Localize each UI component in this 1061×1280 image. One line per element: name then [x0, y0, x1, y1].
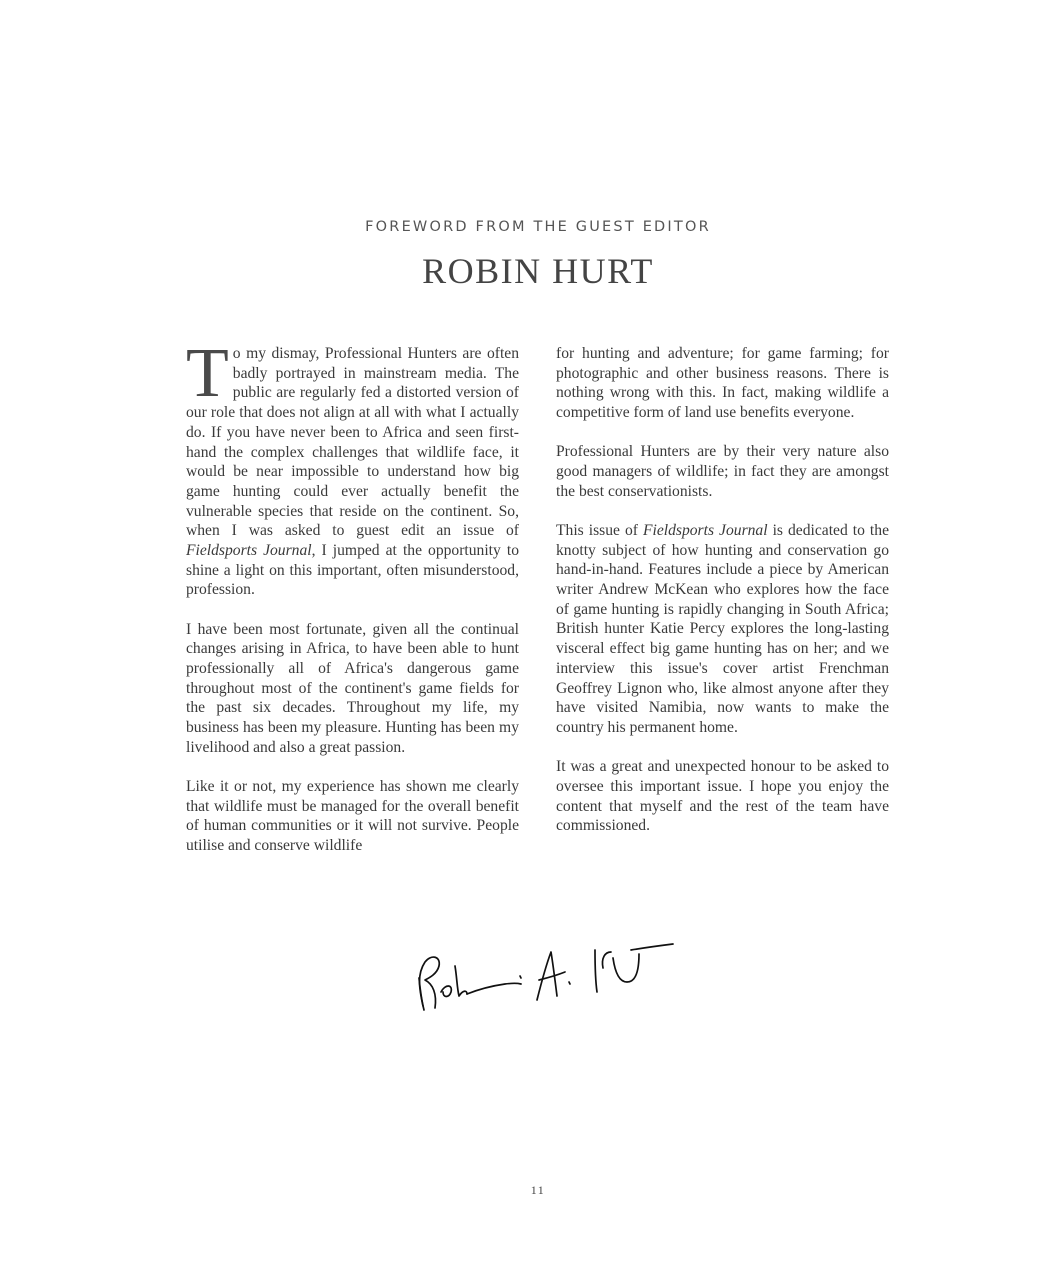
right-paragraph-1: for hunting and adventure; for game farming; for photographic and other business reasons. There is nothing wrong with this. In fact, making wildlife a competitive form of land use benefits everyone. — [556, 345, 889, 422]
right-column — [556, 344, 889, 836]
left-paragraph-2: I have been most fortunate, given all the continual changes arising in Africa, to have been able to hunt professionally all of Africa's dangerous game throughout most of the continent's game fields for the past six decades. Throughout my life, my business has been my pleasure. Hunting has been my livelihood and also a great passion. — [186, 620, 519, 756]
handwritten-signature — [405, 928, 685, 1028]
page-title: ROBIN HURT — [422, 251, 654, 291]
right-paragraph-4: It was a great and unexpected honour to be asked to oversee this important issue. I hope you enjoy the content that myself and the rest of the team have commissioned. — [556, 758, 889, 835]
left-paragraph-1 — [186, 335, 519, 600]
publication-title: Fieldsports Journal — [186, 542, 312, 560]
left-paragraph-1-text-b: , I jumped at the opportunity to shine a light on this important, often misunderstood, profession. — [186, 542, 519, 599]
right-paragraph-3 — [556, 521, 889, 738]
left-column — [186, 335, 519, 856]
left-paragraph-1-text-a: o my dismay, Professional Hunters are often badly portrayed in mainstream media. The public are regularly fed a distorted version of our role that does not align at all with what I actually do. If you have never been to Africa and seen first-hand the complex challenges that wildlife face, it would be near impossible to understand how big game hunting could ever actually benefit the vulnerable species that reside on the continent. So, when I was asked to guest edit an issue of — [186, 345, 519, 540]
right-paragraph-3-text-b: is dedicated to the knotty subject of how hunting and conservation go hand-in-hand. Features include a piece by American writer Andrew McKean who explores how the face of game hunting is rapidly changing in South Africa; British hunter Katie Percy explores the long-lasting visceral effect big game hunting has on her; and we interview this issue's cover artist Frenchman Geoffrey Lignon who, like almost anyone after they have visited Namibia, now wants to make the country his permanent home. — [556, 521, 889, 736]
page-number: 11 — [530, 1183, 546, 1197]
left-paragraph-3: Like it or not, my experience has shown me clearly that wildlife must be managed for the overall benefit of human communities or it will not survive. People utilise and conserve wildlife — [186, 778, 519, 855]
drop-cap: T — [186, 335, 229, 412]
right-paragraph-2: Professional Hunters are by their very nature also good managers of wildlife; in fact they are amongst the best conservationists. — [556, 443, 889, 500]
right-paragraph-3-text-a: This issue of — [556, 521, 643, 539]
publication-title: Fieldsports Journal — [642, 521, 768, 539]
section-kicker: FOREWORD FROM THE GUEST EDITOR — [365, 219, 711, 235]
